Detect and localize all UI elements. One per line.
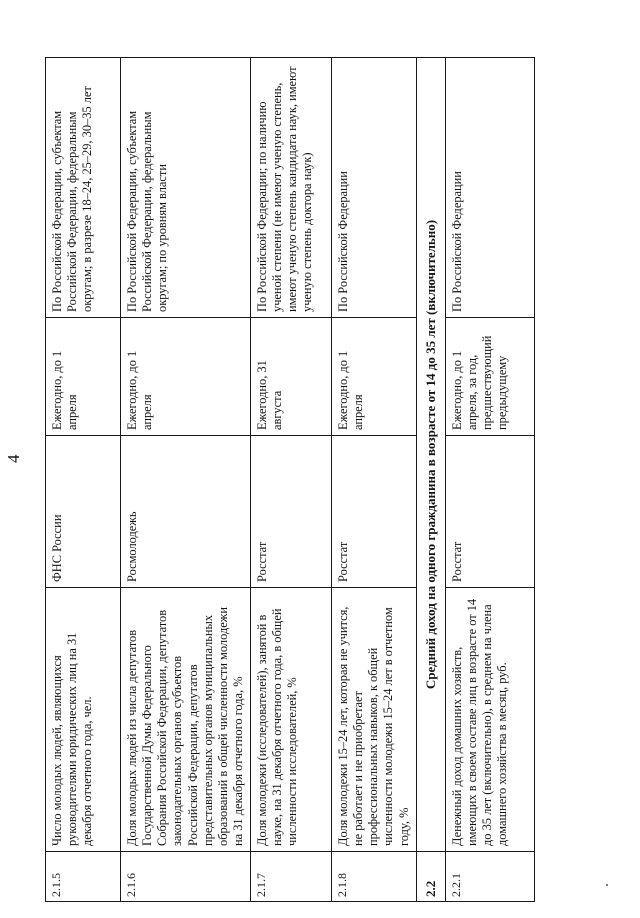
breakdown-cell: По Российской Федерации; по наличию ученой степени (не имеют ученую степень, имеют ученую степень кандидата наук, имеют ученую степень доктора наук) — [251, 58, 332, 318]
period-cell: Ежегодно, до 1 апреля — [332, 318, 417, 436]
breakdown-cell: По Российской Федерации, субъектам Российской Федерации, федеральным округам; в разрезе 18–24, 25–29, 30–35 лет — [46, 58, 121, 318]
breakdown-cell: По Российской Федерации — [445, 58, 534, 318]
source-cell: ФНС России — [46, 436, 121, 588]
indicator-cell: Доля молодежи (исследователей), занятой в науке, на 31 декабря отчетного года, в общей численности исследователей, % — [251, 588, 332, 852]
source-cell: Росстат — [445, 436, 534, 588]
breakdown-cell: По Российской Федерации — [332, 58, 417, 318]
row-number: 2.1.7 — [251, 852, 332, 902]
table-row — [121, 58, 251, 902]
section-header-row — [416, 58, 445, 902]
table-row — [251, 58, 332, 902]
scan-speck — [606, 884, 608, 886]
source-cell: Росмолодежь — [121, 436, 251, 588]
indicator-cell: Денежный доход домашних хозяйств, имеющих в своем составе лиц в возрасте от 14 до 35 лет (включительно), в среднем на члена домашнего хозяйства в месяц, руб. — [445, 588, 534, 852]
breakdown-cell: По Российской Федерации, субъектам Российской Федерации, федеральным округам; по уровням власти — [121, 58, 251, 318]
row-number: 2.1.8 — [332, 852, 417, 902]
row-number: 2.1.5 — [46, 852, 121, 902]
indicator-cell: Доля молодых людей из числа депутатов Государственной Думы Федерального Собрания Российской Федерации, депутатов законодательных органов субъектов Российской Федерации, депутатов представительных органов муниципальных образований в общей численности молодежи на 31 декабря отчетного года, % — [121, 588, 251, 852]
indicator-cell: Доля молодежи 15–24 лет, которая не учится, не работает и не приобретает профессиональных навыков, к общей численности молодежи 15–24 лет в отчетном году, % — [332, 588, 417, 852]
section-title: Средний доход на одного гражданина в возрасте от 14 до 35 лет (включительно) — [416, 58, 445, 852]
source-cell: Росстат — [332, 436, 417, 588]
section-number: 2.2 — [416, 852, 445, 902]
row-number: 2.1.6 — [121, 852, 251, 902]
table-row — [332, 58, 417, 902]
table-row — [445, 58, 534, 902]
page-number: 4 — [4, 454, 23, 463]
indicator-cell: Число молодых людей, являющихся руководителями юридических лиц на 31 декабря отчетного года, чел. — [46, 588, 121, 852]
row-number: 2.2.1 — [445, 852, 534, 902]
source-cell: Росстат — [251, 436, 332, 588]
indicators-table — [45, 57, 535, 902]
period-cell: Ежегодно, до 1 апреля — [46, 318, 121, 436]
period-cell: Ежегодно, 31 августа — [251, 318, 332, 436]
period-cell: Ежегодно, до 1 апреля, за год, предшествующий предыдущему — [445, 318, 534, 436]
table-row — [46, 58, 121, 902]
period-cell: Ежегодно, до 1 апреля — [121, 318, 251, 436]
